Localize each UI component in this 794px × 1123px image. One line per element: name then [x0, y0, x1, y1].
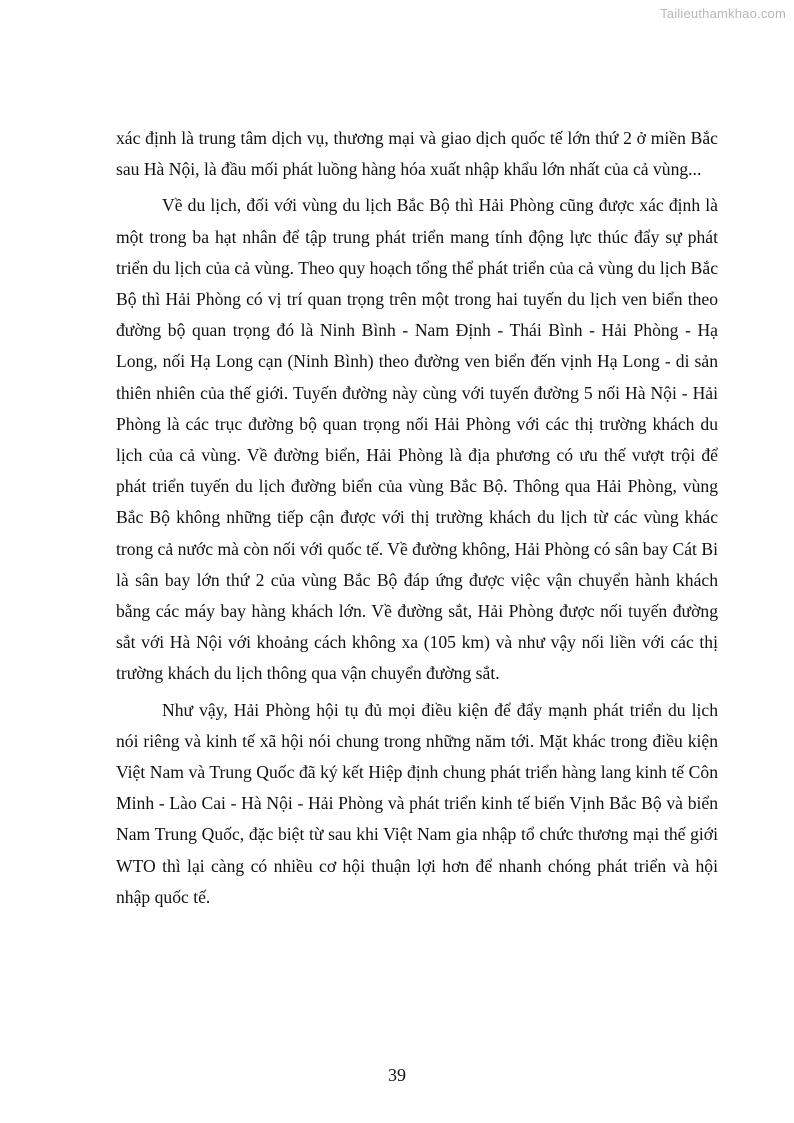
paragraph-1: xác định là trung tâm dịch vụ, thương mại và giao dịch quốc tế lớn thứ 2 ở miền Bắc sau Hà Nội, là đầu mối phát luồng hàng hóa xuất nhập khẩu lớn nhất của cả vùng...	[116, 128, 718, 180]
document-body	[116, 123, 718, 913]
watermark-text: Tailieuthamkhao.com	[660, 6, 786, 21]
page-number: 39	[388, 1065, 406, 1085]
paragraph-3: Như vậy, Hải Phòng hội tụ đủ mọi điều kiện để đẩy mạnh phát triển du lịch nói riêng và kinh tế xã hội nói chung trong những năm tới. Mặt khác trong điều kiện Việt Nam và Trung Quốc đã ký kết Hiệp định chung phát triển hàng lang kinh tế Côn Minh - Lào Cai - Hà Nội - Hải Phòng và phát triển kinh tế biển Vịnh Bắc Bộ và biển Nam Trung Quốc, đặc biệt từ sau khi Việt Nam gia nhập tổ chức thương mại thế giới WTO thì lại càng có nhiều cơ hội thuận lợi hơn để nhanh chóng phát triển và hội nhập quốc tế.	[116, 699, 718, 907]
paragraph-2: Về du lịch, đối với vùng du lịch Bắc Bộ thì Hải Phòng cũng được xác định là một trong ba hạt nhân để tập trung phát triển mang tính động lực thúc đẩy sự phát triển du lịch của cả vùng. Theo quy hoạch tổng thể phát triển của cả vùng du lịch Bắc Bộ thì Hải Phòng có vị trí quan trọng trên một trong hai tuyến du lịch ven biển theo đường bộ quan trọng đó là Ninh Bình - Nam Định - Thái Bình - Hải Phòng - Hạ Long, nối Hạ Long cạn (Ninh Bình) theo đường ven biển đến vịnh Hạ Long - di sản thiên nhiên của thế giới. Tuyến đường này cùng với tuyến đường 5 nối Hà Nội - Hải Phòng là các trục đường bộ quan trọng nối Hải Phòng với các thị trường khách du lịch của cả vùng. Về đường biển, Hải Phòng là địa phương có ưu thế vượt trội để phát triển tuyến du lịch đường biển của vùng Bắc Bộ. Thông qua Hải Phòng, vùng Bắc Bộ không những tiếp cận được với thị trường khách du lịch từ các vùng khác trong cả nước mà còn nối với quốc tế. Về đường không, Hải Phòng có sân bay Cát Bi là sân bay lớn thứ 2 của vùng Bắc Bộ đáp ứng được việc vận chuyển hành khách bằng các máy bay hàng khách lớn. Về đường sắt, Hải Phòng được nối tuyến đường sắt với Hà Nội với khoảng cách không xa (105 km) và như vậy nối liền với các thị trường khách du lịch thông qua vận chuyển đường sắt.	[116, 195, 718, 684]
